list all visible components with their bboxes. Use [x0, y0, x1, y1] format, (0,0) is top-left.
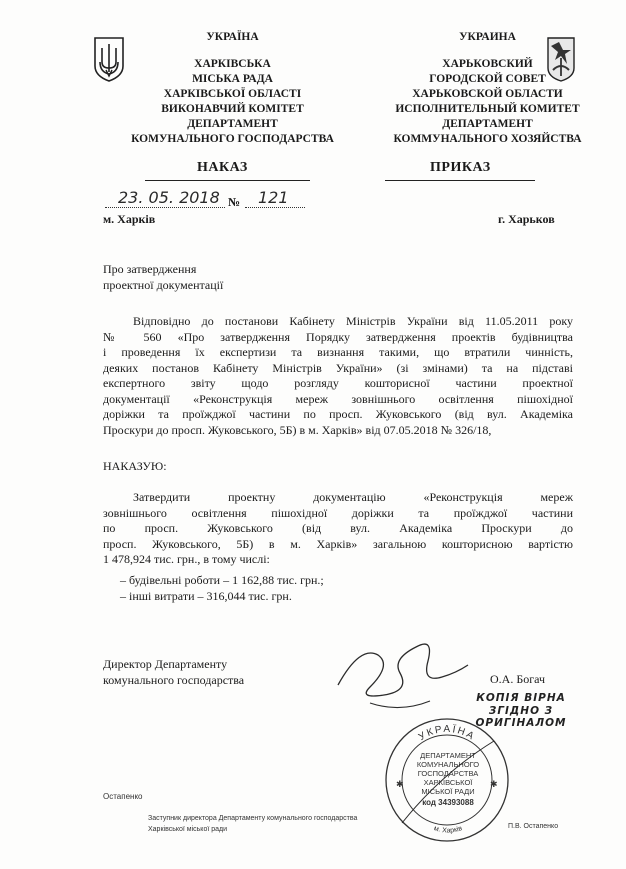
signatory-name: О.А. Богач — [490, 672, 546, 686]
deputy-title-line: Харківської міської ради — [148, 826, 228, 833]
seal-line: ДЕПАРТАМЕНТ — [420, 751, 476, 760]
header-line: ХАРКІВСЬКОЇ ОБЛАСТІ — [163, 88, 302, 100]
cost-item: – будівельні роботи – 1 162,88 тис. грн.; — [120, 573, 324, 587]
seal-star-icon: ✱ — [490, 779, 498, 789]
subject-line: проектної документації — [103, 277, 224, 292]
seal-top-text: УКРАЇНА — [416, 723, 478, 744]
preamble-line: Відповідно до постанови Кабінету Міністрів України від 11.05.2011 року — [133, 314, 573, 328]
header-line: ИСПОЛНИТЕЛЬНЫЙ КОМИТЕТ — [395, 103, 580, 115]
position-line: комунального господарства — [103, 672, 245, 687]
header-russian — [360, 30, 615, 147]
command: НАКАЗУЮ: — [103, 459, 167, 473]
stamp-line: КОПІЯ ВІРНА — [476, 692, 566, 704]
seal-code: код 34393088 — [422, 798, 474, 807]
order-number: 121 — [258, 188, 289, 207]
header-rule-left — [145, 180, 310, 181]
seal-line: ХАРКІВСЬКОЇ — [423, 778, 473, 787]
order-title-ru: ПРИКАЗ — [430, 160, 491, 175]
preamble-paragraph — [103, 314, 573, 438]
body-line: по просп. Жуковського (від вул. Академіка Проскури до — [103, 521, 573, 535]
number-sign: № — [228, 195, 241, 209]
executor-name: Остапенко — [103, 792, 143, 801]
preamble-line: № 560 «Про затвердження Порядку затвердження проектів будівництва — [103, 329, 573, 344]
header-line: ХАРКІВСЬКА — [194, 58, 271, 70]
deputy-title-line: Заступник директора Департаменту комунального господарства — [148, 815, 358, 822]
date-underline — [105, 207, 225, 208]
body-line: просп. Жуковського, 5Б) в м. Харків» загальною кошторисною вартістю — [103, 536, 573, 551]
seal-line: ГОСПОДАРСТВА — [417, 769, 479, 778]
header-line: ВИКОНАВЧИЙ КОМІТЕТ — [161, 103, 304, 115]
preamble-line: і проведення їх експертизи та визнання такими, що втратили чинність, — [103, 345, 573, 359]
header-rule-right — [385, 180, 535, 181]
city-uk: м. Харків — [103, 212, 156, 226]
body-paragraph — [103, 490, 573, 568]
seal-line: МІСЬКОЇ РАДИ — [421, 787, 475, 796]
header-line: КОММУНАЛЬНОГО ХОЗЯЙСТВА — [393, 133, 582, 145]
header-line: ДЕПАРТАМЕНТ — [442, 118, 533, 130]
seal-line: КОМУНАЛЬНОГО — [416, 760, 480, 769]
cost-item: – інші витрати – 316,044 тис. грн. — [120, 588, 292, 603]
seal-star-icon: ✱ — [396, 779, 404, 789]
body-line: Затвердити проектну документацію «Реконструкція мереж — [133, 490, 573, 504]
preamble-line: Проскури до просп. Жуковського, 5Б) в м. Харків» від 07.05.2018 № 326/18, — [103, 422, 492, 437]
header-line: МІСЬКА РАДА — [192, 73, 273, 85]
header-line: ГОРОДСКОЙ СОВЕТ — [429, 73, 546, 85]
signatory-position — [103, 657, 244, 688]
body-line: 1 478,924 тис. грн., в тому числі: — [103, 552, 270, 566]
country-name-uk: УКРАЇНА — [206, 31, 259, 43]
subject — [103, 262, 223, 293]
handwritten-signature — [330, 625, 475, 720]
number-underline — [245, 207, 305, 208]
official-seal — [382, 713, 512, 848]
cost-list — [120, 573, 324, 604]
svg-text:м. Харків — [433, 825, 464, 835]
deputy-name: П.В. Остапенко — [508, 823, 559, 830]
header-line: ХАРЬКОВСКИЙ — [442, 58, 533, 70]
stamp-line: ЗГІДНО З — [488, 704, 554, 717]
body-line: зовнішнього освітлення пішохідної доріжки та проїжджої частини — [103, 505, 573, 520]
country-name-ru: УКРАИНА — [459, 31, 516, 43]
header-line: ХАРЬКОВСКОЙ ОБЛАСТИ — [412, 88, 563, 100]
order-title-uk: НАКАЗ — [197, 160, 248, 175]
order-date: 23. 05. 2018 — [118, 188, 220, 207]
stamp-line: ОРИГІНАЛОМ — [475, 717, 567, 729]
header-line: КОМУНАЛЬНОГО ГОСПОДАРСТВА — [131, 133, 334, 145]
city-ru: г. Харьков — [498, 212, 555, 226]
preamble-line: документації «Реконструкція мереж зовнішнього освітлення пішохідної — [103, 391, 573, 406]
header-ukrainian — [105, 30, 360, 147]
preamble-line: доріжки та проїжджої частини по просп. Жуковського (від вул. Академіка — [103, 407, 573, 421]
preamble-line: експертного звіту щодо розгляду кошторисної частини проектної — [103, 376, 573, 390]
preamble-line: деяких постанов Кабінету Міністрів України» (зі змінами) та на підставі — [103, 360, 573, 375]
header-line: ДЕПАРТАМЕНТ — [187, 118, 278, 130]
position-line: Директор Департаменту — [103, 657, 228, 671]
seal-bottom-text: м. Харків — [432, 825, 464, 835]
subject-line: Про затвердження — [103, 262, 197, 276]
svg-text:УКРАЇНА — [417, 723, 477, 743]
